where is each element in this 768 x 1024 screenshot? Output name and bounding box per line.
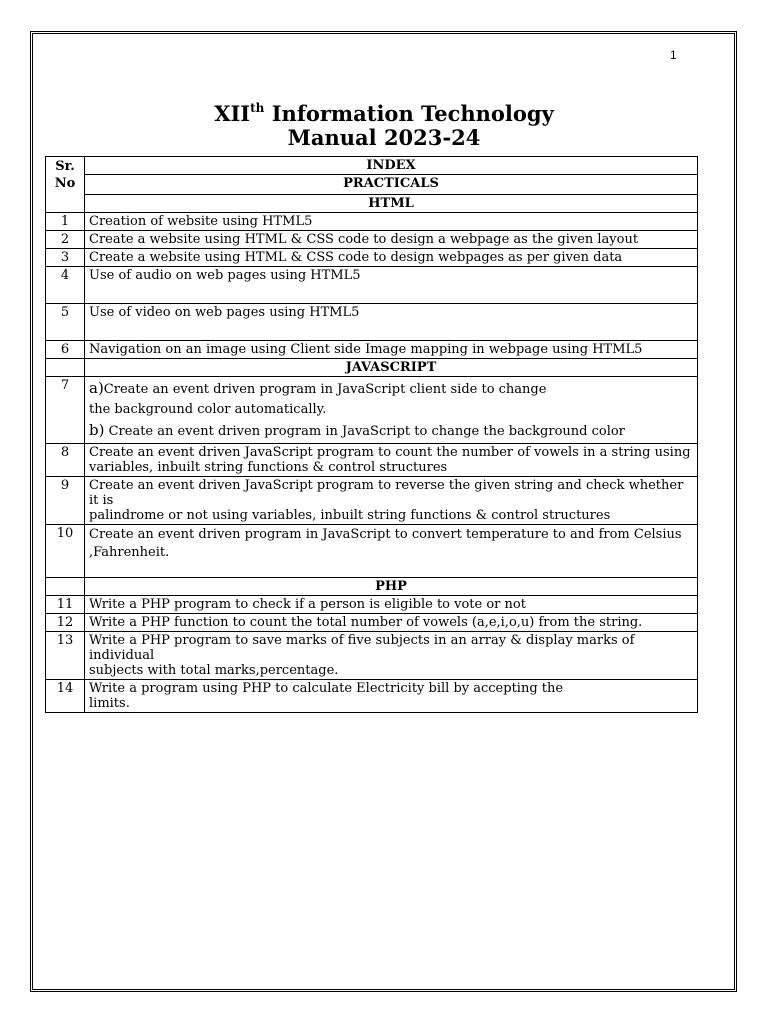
document-title bbox=[0, 94, 768, 128]
table-row bbox=[46, 632, 698, 680]
row-text: Use of video on web pages using HTML5 bbox=[85, 304, 698, 341]
row-line-2: ,Fahrenheit. bbox=[89, 545, 170, 560]
part-a-continuation: the background color automatically. bbox=[89, 402, 327, 417]
empty-cell bbox=[46, 578, 85, 596]
title-suffix: Information Technology bbox=[264, 101, 554, 126]
row-text bbox=[85, 477, 698, 525]
row-text: Create a website using HTML & CSS code to design a webpage as the given layout bbox=[85, 231, 698, 249]
row-line-1: Create an event driven program in JavaScript to convert temperature to and from Celsius bbox=[89, 527, 682, 542]
index-table bbox=[45, 156, 698, 713]
table-section-row bbox=[46, 195, 698, 213]
table-row bbox=[46, 231, 698, 249]
row-number: 7 bbox=[46, 377, 85, 444]
row-number: 6 bbox=[46, 341, 85, 359]
row-line-1: Write a program using PHP to calculate Electricity bill by accepting the bbox=[89, 681, 564, 696]
row-number: 2 bbox=[46, 231, 85, 249]
table-row bbox=[46, 267, 698, 304]
row-number: 12 bbox=[46, 614, 85, 632]
row-line-2: variables, inbuilt string functions & control structures bbox=[89, 460, 448, 475]
row-text bbox=[85, 525, 698, 578]
row-line-1: Create an event driven JavaScript program to count the number of vowels in a string using bbox=[89, 445, 691, 460]
row-number: 1 bbox=[46, 213, 85, 231]
row-text bbox=[85, 444, 698, 477]
row-line-2: subjects with total marks,percentage. bbox=[89, 663, 339, 678]
table-row bbox=[46, 477, 698, 525]
practicals-heading: PRACTICALS bbox=[85, 175, 698, 195]
row-number: 10 bbox=[46, 525, 85, 578]
row-line-1: Create an event driven JavaScript program to reverse the given string and check whether it is bbox=[89, 478, 684, 508]
table-row bbox=[46, 680, 698, 713]
row-number: 9 bbox=[46, 477, 85, 525]
no-label: No bbox=[54, 176, 76, 191]
row-number: 14 bbox=[46, 680, 85, 713]
part-b-text: Create an event driven program in JavaScript to change the background color bbox=[104, 424, 625, 439]
row-line-2: palindrome or not using variables, inbuilt string functions & control structures bbox=[89, 508, 611, 523]
section-html: HTML bbox=[85, 195, 698, 213]
index-heading: INDEX bbox=[85, 157, 698, 175]
table-row bbox=[46, 525, 698, 578]
table-row bbox=[46, 249, 698, 267]
table-row bbox=[46, 444, 698, 477]
table-section-row bbox=[46, 578, 698, 596]
title-superscript: th bbox=[250, 101, 265, 115]
row-text: Use of audio on web pages using HTML5 bbox=[85, 267, 698, 304]
row-text: Creation of website using HTML5 bbox=[85, 213, 698, 231]
table-row bbox=[46, 614, 698, 632]
section-javascript: JAVASCRIPT bbox=[85, 359, 698, 377]
part-b-marker: b) bbox=[89, 421, 105, 439]
row-number: 13 bbox=[46, 632, 85, 680]
row-text bbox=[85, 680, 698, 713]
row-text: Create a website using HTML & CSS code to design webpages as per given data bbox=[85, 249, 698, 267]
row-number: 3 bbox=[46, 249, 85, 267]
table-header-row bbox=[46, 157, 698, 175]
document-subtitle: Manual 2023-24 bbox=[287, 125, 481, 150]
table-row bbox=[46, 304, 698, 341]
sr-no-header bbox=[46, 157, 85, 213]
row-number: 8 bbox=[46, 444, 85, 477]
empty-cell bbox=[46, 359, 85, 377]
table-row bbox=[46, 213, 698, 231]
row-number: 5 bbox=[46, 304, 85, 341]
row-line-1: Write a PHP program to save marks of five subjects in an array & display marks of individual bbox=[89, 633, 635, 663]
row-text bbox=[85, 377, 698, 444]
table-section-row bbox=[46, 359, 698, 377]
part-a-marker: a) bbox=[89, 379, 104, 397]
row-text bbox=[85, 632, 698, 680]
table-row bbox=[46, 377, 698, 444]
table-header-row bbox=[46, 175, 698, 195]
row-number: 4 bbox=[46, 267, 85, 304]
row-text: Navigation on an image using Client side Image mapping in webpage using HTML5 bbox=[85, 341, 698, 359]
section-php: PHP bbox=[85, 578, 698, 596]
part-a-text: Create an event driven program in JavaScript client side to change bbox=[103, 382, 547, 397]
row-number: 11 bbox=[46, 596, 85, 614]
page-number: 1 bbox=[670, 48, 677, 62]
table-row bbox=[46, 341, 698, 359]
row-text: Write a PHP program to check if a person is eligible to vote or not bbox=[85, 596, 698, 614]
title-prefix: XII bbox=[214, 101, 251, 126]
sr-label: Sr. bbox=[55, 159, 75, 174]
row-text: Write a PHP function to count the total number of vowels (a,e,i,o,u) from the string. bbox=[85, 614, 698, 632]
row-line-2: limits. bbox=[89, 696, 130, 711]
table-row bbox=[46, 596, 698, 614]
